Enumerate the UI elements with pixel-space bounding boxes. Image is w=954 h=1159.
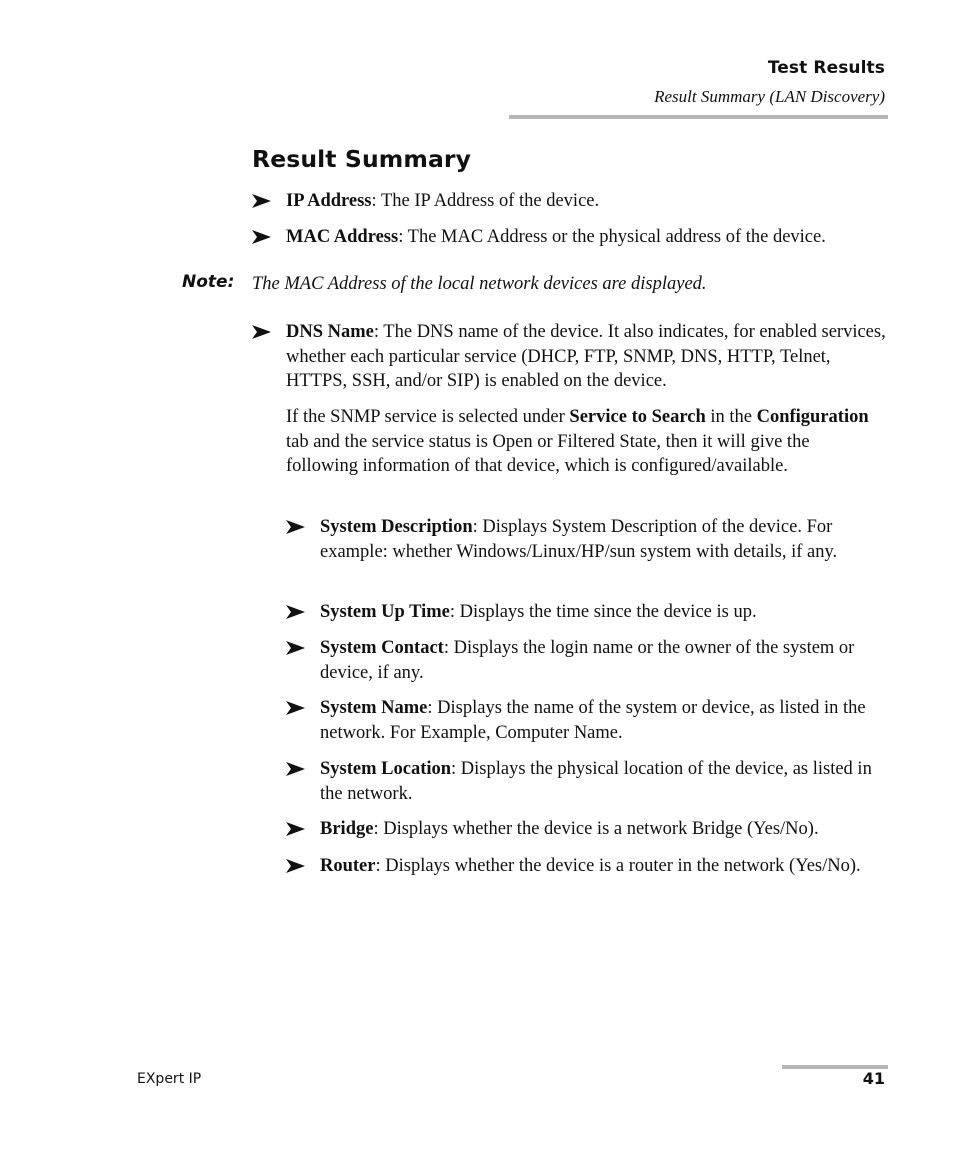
paragraph-bold-service-to-search: Service to Search — [569, 407, 706, 427]
bullet-desc: : Displays System Description of the device. For example: whether Windows/Linux/HP/sun system with details, if any. — [320, 517, 838, 562]
bullet-term: System Up Time — [320, 602, 450, 622]
paragraph-text: in the — [705, 407, 757, 427]
bullet-term: Router — [320, 856, 376, 876]
arrowhead-bullet-icon — [286, 640, 305, 656]
bullet-desc: : The MAC Address or the physical address of the device. — [398, 227, 826, 247]
arrowhead-bullet-icon — [286, 761, 305, 777]
page-number: 41 — [862, 1069, 885, 1088]
arrowhead-bullet-icon — [252, 324, 271, 340]
note-text: The MAC Address of the local network devices are displayed. — [252, 274, 707, 294]
bullet-desc: : Displays the login name or the owner of the system or device, if any. — [320, 638, 855, 683]
note-label: Note: — [182, 272, 235, 292]
bullet-desc: : The IP Address of the device. — [371, 191, 600, 211]
arrowhead-bullet-icon — [286, 604, 305, 620]
bullet-desc: : Displays the physical location of the device, as listed in the network. — [320, 759, 872, 804]
bullet-term: DNS Name — [286, 322, 374, 342]
bullet-desc: : Displays whether the device is a network Bridge (Yes/No). — [373, 819, 819, 839]
bullet-term: MAC Address — [286, 227, 399, 247]
bullet-term: System Location — [320, 759, 452, 779]
arrowhead-bullet-icon — [252, 229, 271, 245]
bullet-desc: : Displays the name of the system or device, as listed in the network. For Example, Computer Name. — [320, 698, 866, 743]
paragraph-text: If the SNMP service is selected under — [286, 407, 570, 427]
section-heading: Result Summary — [252, 145, 472, 173]
paragraph-bold-configuration: Configuration — [756, 407, 869, 427]
snmp-paragraph — [286, 405, 886, 479]
arrowhead-bullet-icon — [252, 193, 271, 209]
header-rule — [509, 115, 888, 119]
arrowhead-bullet-icon — [286, 858, 305, 874]
bullet-desc: : Displays the time since the device is up. — [449, 602, 757, 622]
bullet-term: Bridge — [320, 819, 374, 839]
bullet-desc: : Displays whether the device is a router in the network (Yes/No). — [375, 856, 861, 876]
arrowhead-bullet-icon — [286, 519, 305, 535]
footer-product-name: EXpert IP — [137, 1071, 202, 1087]
bullet-term: IP Address — [286, 191, 372, 211]
running-header-title: Test Results — [767, 58, 885, 78]
arrowhead-bullet-icon — [286, 821, 305, 837]
bullet-term: System Description — [320, 517, 473, 537]
bullet-desc: : The DNS name of the device. It also indicates, for enabled services, whether each particular service (DHCP, FTP, SNMP, DNS, HTTP, Telnet, HTTPS, SSH, and/or SIP) is enabled on the device. — [286, 322, 886, 391]
paragraph-text: tab and the service status is Open or Filtered State, then it will give the following information of that device, which is configured/available. — [286, 431, 810, 476]
running-header-subtitle: Result Summary (LAN Discovery) — [654, 87, 885, 106]
bullet-term: System Name — [320, 698, 428, 718]
arrowhead-bullet-icon — [286, 700, 305, 716]
bullet-term: System Contact — [320, 638, 444, 658]
